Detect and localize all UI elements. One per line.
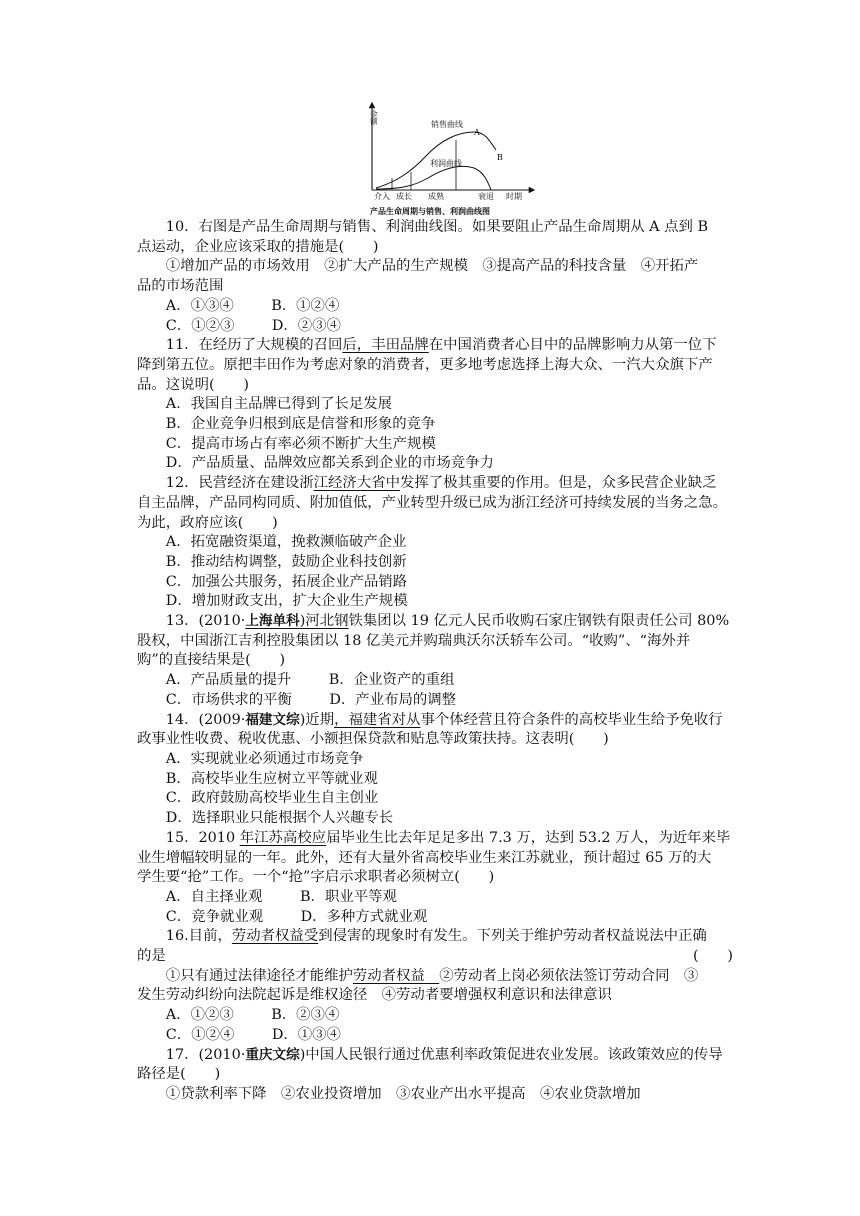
q16-stem-text: 16.目前， xyxy=(165,928,232,945)
q11-stem-text: 在中国消费者心目中的品牌影响力从第一位下 xyxy=(428,337,717,354)
q13-option-a[interactable]: A．产品质量的提升 xyxy=(165,672,292,689)
q15-options-row xyxy=(137,908,733,928)
q10-options-row xyxy=(137,317,733,337)
figure-caption: 产品生命周期与销售、利润曲线图 xyxy=(370,206,490,216)
question-list xyxy=(137,218,733,1105)
q15-option-c[interactable]: C．竞争就业观 xyxy=(165,908,264,925)
q14-source: 福建文综 xyxy=(245,711,300,728)
q16-stem-text: 的是 xyxy=(137,948,166,965)
q12-option-a[interactable]: A．拓宽融资渠道，挽救濒临破产企业 xyxy=(165,534,407,551)
point-a-label: A xyxy=(474,128,480,137)
q13-options-row xyxy=(137,671,733,691)
profit-curve xyxy=(376,166,491,190)
q13-option-b[interactable]: B．企业资产的重组 xyxy=(328,672,455,689)
q14-number: 14．(2009· xyxy=(165,711,246,728)
q10-option-d[interactable]: D．②③④ xyxy=(271,317,341,334)
q16-options-row xyxy=(137,1026,733,1046)
q11-stem-text: 11．在经历了大规模的召回 xyxy=(165,337,343,354)
q15-stem-text: 15．2010 xyxy=(165,829,240,846)
q14-option-b[interactable]: B．高校毕业生应树立平等就业观 xyxy=(165,770,378,787)
q12-option-c[interactable]: C．加强公共服务，拓展企业产品销路 xyxy=(165,573,408,590)
q11-stem xyxy=(137,336,733,356)
q14-source-close: )近期 xyxy=(299,711,335,728)
q10-items: ①增加产品的市场效用 ②扩大产品的生产规模 ③提高产品的科技含量 ④开拓产 xyxy=(165,258,699,275)
q16-options-row xyxy=(137,1006,733,1026)
q10-option-b[interactable]: B．①②④ xyxy=(271,297,340,314)
q14-stem-text: 事个体经营且符合条件的高校毕业生给予免收行 xyxy=(420,711,723,728)
stage-label: 介入 xyxy=(374,192,390,201)
q13-source: 上海单科 xyxy=(245,613,300,630)
q15-option-b[interactable]: B．职业平等观 xyxy=(299,888,397,905)
q10-options-row xyxy=(137,297,733,317)
q14-stem-underlined: ，福建省对从 xyxy=(334,711,421,728)
q13-stem xyxy=(137,612,733,632)
q11-option-c[interactable]: C．提高市场占有率必须不断扩大生产规模 xyxy=(165,435,436,452)
q13-option-d[interactable]: D．产业布局的调整 xyxy=(329,691,457,708)
q17-stem-text: )中国人民银行通过优惠利率政策促进农业发展。该政策效应的传导 xyxy=(299,1046,723,1063)
q15-stem-cont: 学生要“抢”工作。一个“抢”字启示求职者必须树立( ) xyxy=(137,869,495,886)
q14-option-c[interactable]: C．政府鼓励高校毕业生自主创业 xyxy=(165,790,379,807)
stage-label: 衰退 xyxy=(478,192,494,201)
q15-option-a[interactable]: A．自主择业观 xyxy=(165,888,263,905)
q13-stem-cont: 股权，中国浙江吉利控股集团以 18 亿美元并购瑞典沃尔沃轿车公司。“收购”、“海外并 xyxy=(137,632,691,649)
q12-stem-text: 发挥了极其重要的作用。但是，众多民营企业缺乏 xyxy=(399,475,717,492)
q11-stem-cont: 品。这说明( ) xyxy=(137,376,249,393)
q10-stem: 10．右图是产品生命周期与销售、利润曲线图。如果要阻止产品生命周期从 A 点到 B xyxy=(165,219,709,235)
q12-option-b[interactable]: B．推动结构调整，鼓励企业科技创新 xyxy=(165,553,407,570)
q15-options-row xyxy=(137,888,733,908)
q15-stem-underlined: 年江苏高校应 xyxy=(239,829,327,846)
q10-stem-cont: 点运动，企业应该采取的措施是( ) xyxy=(137,238,379,255)
q13-stem-text: 铁集团以 19 亿元人民币收购石家庄钢铁有限责任公司 80% xyxy=(348,613,730,630)
q17-source: 重庆文综 xyxy=(245,1046,300,1063)
q14-stem xyxy=(137,711,733,731)
q13-options-row xyxy=(137,691,733,711)
q16-option-d[interactable]: D．①③④ xyxy=(271,1026,341,1043)
q11-option-d[interactable]: D．产品质量、品牌效应都关系到企业的市场竞争力 xyxy=(165,455,494,472)
q17-number: 17．(2010· xyxy=(165,1046,246,1063)
stage-label: 成长 xyxy=(396,192,412,201)
q13-stem-underlined: 河北钢 xyxy=(305,613,349,630)
q12-stem-cont: 为此，政府应该( ) xyxy=(137,514,278,531)
q15-stem xyxy=(137,829,733,849)
profit-curve-label: 利润曲线 xyxy=(430,159,462,168)
q16-answer-paren[interactable]: ( ) xyxy=(692,948,733,965)
q16-stem-cont xyxy=(137,947,733,967)
q16-items xyxy=(137,967,733,987)
q16-stem-underlined: 劳动者权益受 xyxy=(231,928,319,945)
q16-stem xyxy=(137,927,733,947)
q14-option-a[interactable]: A．实现就业必须通过市场竞争 xyxy=(165,750,364,767)
q16-option-c[interactable]: C．①②④ xyxy=(165,1026,235,1043)
point-b-label: B xyxy=(497,153,503,162)
product-lifecycle-figure xyxy=(366,102,536,220)
q10-option-c[interactable]: C．①②③ xyxy=(165,317,235,334)
q11-stem-underlined: 后，丰田品牌 xyxy=(342,337,429,354)
q10-items-cont: 品的市场范围 xyxy=(137,278,224,295)
q12-stem-underlined: 江经济大省中 xyxy=(313,475,400,492)
q16-items-text: ①只有通过法律途径才能维护 xyxy=(165,967,353,984)
y-axis-label: 金额 xyxy=(369,110,379,125)
q12-option-d[interactable]: D．增加财政支出，扩大企业生产规模 xyxy=(165,593,408,610)
q12-stem xyxy=(137,474,733,494)
sales-curve-label: 销售曲线 xyxy=(431,120,463,129)
q11-option-a[interactable]: A．我国自主品牌已得到了长足发展 xyxy=(165,396,393,413)
stage-label: 成熟 xyxy=(428,192,444,201)
q17-items: ①贷款利率下降 ②农业投资增加 ③农业产出水平提高 ④农业贷款增加 xyxy=(165,1085,641,1102)
q14-stem-cont: 政事业性收费、税收优惠、小额担保贷款和贴息等政策扶持。这表明( ) xyxy=(137,731,609,748)
q12-stem-cont: 自主品牌，产品同构同质、附加值低，产业转型升级已成为浙江经济可持续发展的当务之急。 xyxy=(137,494,728,511)
q15-option-d[interactable]: D．多种方式就业观 xyxy=(300,908,428,925)
q15-stem-text: 届毕业生比去年足足多出 7.3 万，达到 53.2 万人，为近年来毕 xyxy=(326,829,731,846)
q13-number: 13．(2010· xyxy=(165,613,246,630)
x-axis-label: 时期 xyxy=(506,192,522,201)
q14-option-d[interactable]: D．选择职业只能根据个人兴趣专长 xyxy=(165,810,394,827)
q16-items-cont: 发生劳动纠纷向法院起诉是维权途径 ④劳动者要增强权利意识和法律意识 xyxy=(137,987,612,1004)
q13-source-close: ) xyxy=(299,613,306,630)
q16-items-underlined: 劳动者权益 xyxy=(352,967,440,984)
q17-stem-cont: 路径是( ) xyxy=(137,1066,221,1083)
q16-items-text: ②劳动者上岗必须依法签订劳动合同 ③ xyxy=(439,967,699,984)
q15-stem-cont: 业生增幅较明显的一年。此外，还有大量外省高校毕业生来江苏就业，预计超过 65 万的大 xyxy=(137,849,712,866)
q13-stem-cont: 购”的直接结果是( ) xyxy=(137,652,286,669)
q13-option-c[interactable]: C．市场供求的平衡 xyxy=(165,691,292,708)
q16-option-b[interactable]: B．②③④ xyxy=(271,1007,340,1024)
q16-stem-text: 到侵害的现象时有发生。下列关于维护劳动者权益说法中正确 xyxy=(318,928,707,945)
q10-option-a[interactable]: A．①③④ xyxy=(165,297,234,314)
q17-stem xyxy=(137,1046,733,1066)
q11-option-b[interactable]: B．企业竞争归根到底是信誉和形象的竞争 xyxy=(165,416,436,433)
q16-option-a[interactable]: A．①②③ xyxy=(165,1007,234,1024)
q11-stem-cont: 降到第五位。原把丰田作为考虑对象的消费者，更多地考虑选择上海大众、一汽大众旗下产 xyxy=(137,356,713,373)
q12-stem-text: 12．民营经济在建设浙 xyxy=(165,475,314,492)
